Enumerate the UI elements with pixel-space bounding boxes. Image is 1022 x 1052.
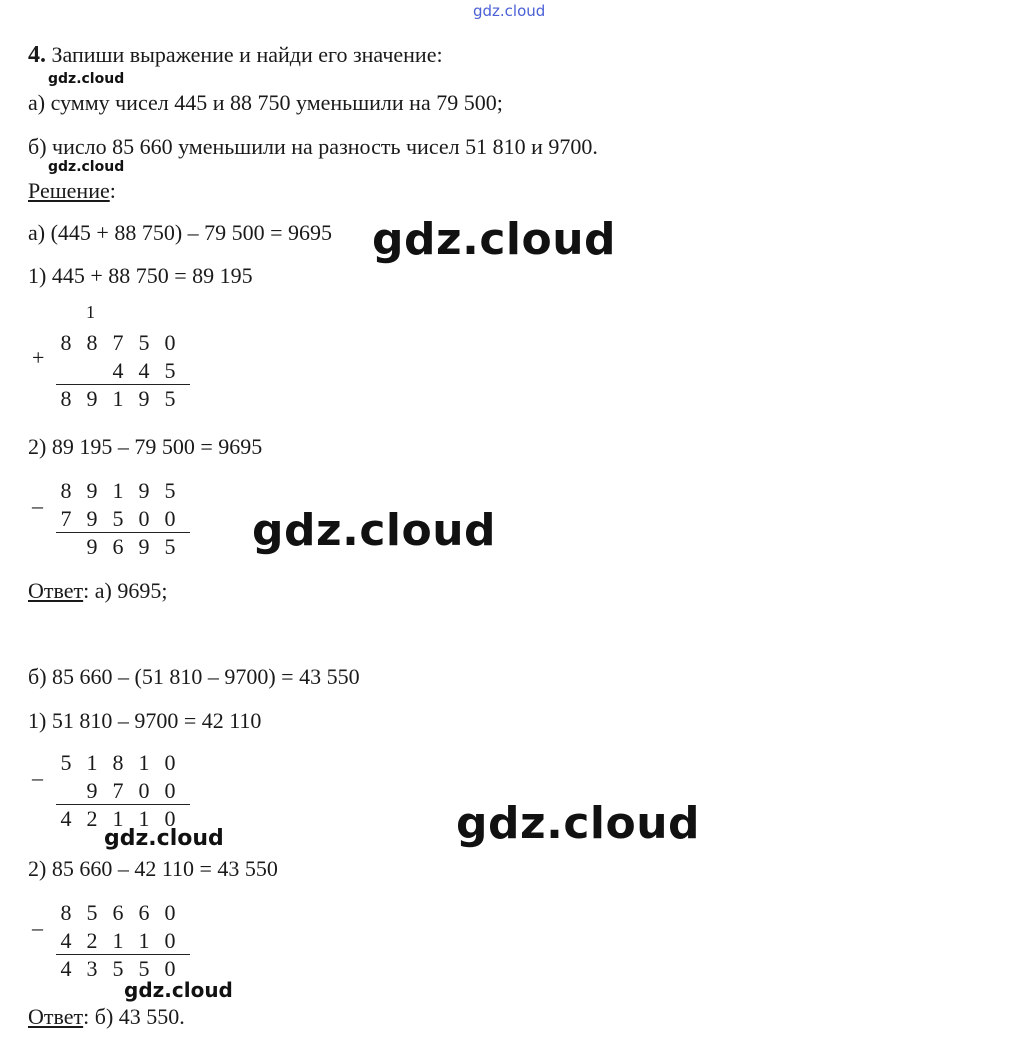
result-digit: 9 xyxy=(86,386,98,411)
result-digit: 6 xyxy=(112,534,124,559)
top-digit: 7 xyxy=(112,330,124,355)
top-digit: 8 xyxy=(60,478,72,503)
top-digit: 8 xyxy=(60,900,72,925)
solution-b-step1: 1) 51 810 – 9700 = 42 110 xyxy=(28,708,262,733)
result-digit: 9 xyxy=(138,534,150,559)
solution-a-expression: а) (445 + 88 750) – 79 500 = 9695 xyxy=(28,220,333,245)
result-digit: 8 xyxy=(60,386,72,411)
solution-heading-colon: : xyxy=(109,178,116,203)
bottom-digit: 9 xyxy=(86,778,98,803)
sum-line xyxy=(56,384,190,385)
solution-heading-label: Решение xyxy=(28,178,110,203)
minus-sign: – xyxy=(32,915,43,941)
plus-sign: + xyxy=(32,345,45,371)
top-digit: 0 xyxy=(164,330,176,355)
bottom-digit: 7 xyxy=(112,778,124,803)
result-digit: 9 xyxy=(86,534,98,559)
top-digit: 9 xyxy=(138,478,150,503)
watermark-big: gdz.cloud xyxy=(372,214,617,265)
answer-b xyxy=(28,1004,185,1030)
result-digit: 9 xyxy=(138,386,150,411)
task-heading xyxy=(28,42,443,68)
answer-b-label: Ответ xyxy=(28,1004,84,1029)
result-digit: 2 xyxy=(86,806,98,831)
bottom-digit: 0 xyxy=(164,778,176,803)
result-digit: 0 xyxy=(164,806,176,831)
top-digit: 9 xyxy=(86,478,98,503)
bottom-digit: 4 xyxy=(112,358,124,383)
watermark-small: gdz.cloud xyxy=(48,159,125,175)
result-digit: 4 xyxy=(60,806,72,831)
solution-heading xyxy=(28,178,116,204)
result-digit: 0 xyxy=(164,956,176,981)
watermark-small: gdz.cloud xyxy=(124,978,233,1002)
solution-b-step2: 2) 85 660 – 42 110 = 43 550 xyxy=(28,856,278,881)
result-digit: 3 xyxy=(86,956,98,981)
top-digit: 5 xyxy=(164,478,176,503)
bottom-digit: 5 xyxy=(164,358,176,383)
top-digit: 5 xyxy=(60,750,72,775)
result-digit: 5 xyxy=(112,956,124,981)
bottom-digit: 1 xyxy=(112,928,124,953)
watermark-big: gdz.cloud xyxy=(456,798,701,849)
solution-b-expression: б) 85 660 – (51 810 – 9700) = 43 550 xyxy=(28,664,360,689)
bottom-digit: 4 xyxy=(138,358,150,383)
top-digit: 0 xyxy=(164,900,176,925)
answer-b-value: : б) 43 550. xyxy=(83,1004,185,1029)
solution-a-step2: 2) 89 195 – 79 500 = 9695 xyxy=(28,434,263,459)
minus-sign: – xyxy=(32,765,43,791)
answer-a-label: Ответ xyxy=(28,578,84,603)
top-digit: 6 xyxy=(138,900,150,925)
bottom-digit: 1 xyxy=(138,928,150,953)
sum-line xyxy=(56,954,190,955)
top-digit: 1 xyxy=(138,750,150,775)
bottom-digit: 2 xyxy=(86,928,98,953)
answer-a-value: : а) 9695; xyxy=(83,578,168,603)
task-part-a: а) сумму чисел 445 и 88 750 уменьшили на 79 500; xyxy=(28,90,503,115)
bottom-digit: 7 xyxy=(60,506,72,531)
top-digit: 8 xyxy=(112,750,124,775)
task-number: 4. xyxy=(28,42,46,68)
solution-a-step1: 1) 445 + 88 750 = 89 195 xyxy=(28,263,253,288)
bottom-digit: 0 xyxy=(138,778,150,803)
top-digit: 1 xyxy=(112,478,124,503)
result-digit: 4 xyxy=(60,956,72,981)
watermark-small: gdz.cloud xyxy=(104,826,224,851)
result-digit: 5 xyxy=(164,534,176,559)
bottom-digit: 4 xyxy=(60,928,72,953)
column-addition-a1 xyxy=(28,304,178,414)
watermark-small: gdz.cloud xyxy=(48,71,125,87)
sum-line xyxy=(56,804,190,805)
watermark-top: gdz.cloud xyxy=(473,2,546,20)
top-digit: 1 xyxy=(86,750,98,775)
bottom-digit: 9 xyxy=(86,506,98,531)
sum-line xyxy=(56,532,190,533)
result-digit: 1 xyxy=(112,386,124,411)
result-digit: 1 xyxy=(112,806,124,831)
column-subtraction-a2 xyxy=(28,478,178,588)
top-digit: 6 xyxy=(112,900,124,925)
top-digit: 0 xyxy=(164,750,176,775)
watermark-big: gdz.cloud xyxy=(252,505,497,556)
top-digit: 8 xyxy=(86,330,98,355)
answer-a xyxy=(28,578,167,604)
top-digit: 5 xyxy=(138,330,150,355)
minus-sign: – xyxy=(32,493,43,519)
task-part-b: б) число 85 660 уменьшили на разность чисел 51 810 и 9700. xyxy=(28,134,598,159)
bottom-digit: 5 xyxy=(112,506,124,531)
result-digit: 5 xyxy=(164,386,176,411)
carry-digit: 1 xyxy=(86,302,95,322)
bottom-digit: 0 xyxy=(164,506,176,531)
task-title: Запиши выражение и найди его значение: xyxy=(51,42,443,67)
top-digit: 5 xyxy=(86,900,98,925)
top-digit: 8 xyxy=(60,330,72,355)
bottom-digit: 0 xyxy=(138,506,150,531)
result-digit: 1 xyxy=(138,806,150,831)
result-digit: 5 xyxy=(138,956,150,981)
bottom-digit: 0 xyxy=(164,928,176,953)
